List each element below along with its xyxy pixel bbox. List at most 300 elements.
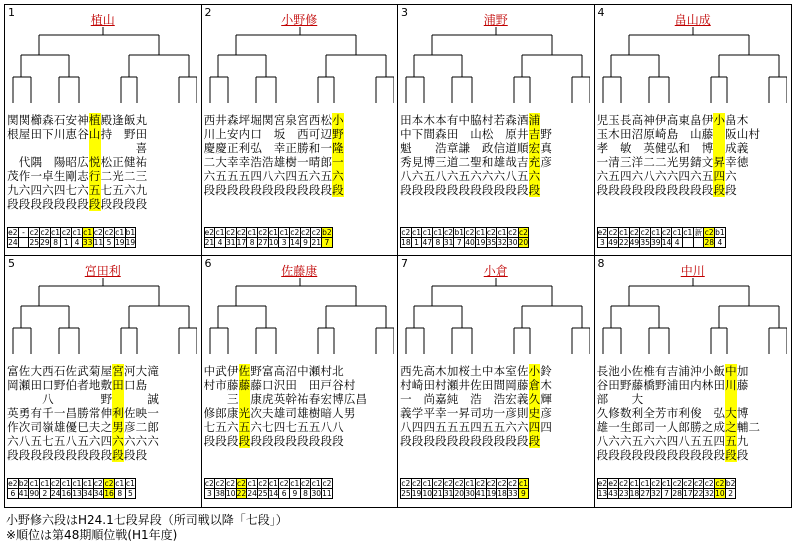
rank-cell: 31 [225, 238, 236, 247]
name-char: 崎 [411, 378, 424, 392]
name-char [182, 448, 194, 462]
name-char [540, 113, 552, 127]
rank-cell: c1 [247, 228, 257, 237]
name-char [552, 420, 564, 434]
name-char: 森 [226, 113, 239, 127]
rank-cell: 20 [518, 238, 529, 247]
name-char: 四 [411, 420, 424, 434]
name-char [355, 169, 367, 183]
name-char: 市 [215, 378, 227, 392]
name-char: 長 [619, 113, 632, 127]
name-char: 段 [65, 197, 78, 211]
name-char: 彦 [123, 420, 136, 434]
name-char: 利 [238, 141, 251, 155]
name-char: 四 [678, 169, 690, 183]
name-char [159, 113, 171, 127]
rank-cell: 13 [597, 489, 608, 498]
rank-cell: c2 [40, 228, 50, 237]
name-char [355, 420, 367, 434]
name-char: 山 [736, 127, 749, 141]
name-char [147, 378, 159, 392]
rank-cell: 14 [661, 238, 672, 247]
name-char: 五 [493, 420, 506, 434]
name-char: 田 [285, 378, 297, 392]
name-char: 大 [135, 364, 148, 378]
name-char [344, 364, 356, 378]
name-char: 木 [736, 113, 749, 127]
name-char: 陽 [53, 155, 66, 169]
name-char: 司 [285, 406, 297, 420]
name-char: 段 [493, 183, 506, 197]
name-char [65, 141, 77, 155]
name-char [367, 378, 379, 392]
name-char: 二 [123, 169, 136, 183]
rank-cell: 8 [114, 489, 125, 499]
rank-cell: c1 [518, 479, 528, 488]
name-char: 石 [53, 364, 66, 378]
name-char: 段 [458, 434, 471, 448]
rank-cell: c2 [401, 479, 411, 488]
name-char: 段 [690, 448, 702, 462]
name-char: 学 [411, 406, 424, 420]
panel-number: 3 [401, 6, 408, 19]
name-char: 段 [701, 183, 714, 197]
rank-cell: c1 [269, 479, 278, 488]
panel-number: 1 [8, 6, 15, 19]
name-char: 数 [619, 406, 632, 420]
rank-cell: 22 [236, 489, 247, 498]
name-char [182, 392, 194, 406]
name-char: 弘 [713, 406, 725, 420]
name-char: 田 [308, 378, 321, 392]
bracket-lines [206, 25, 394, 103]
name-char: 優 [65, 420, 78, 434]
rank-cell: e2 [204, 228, 215, 237]
name-char [379, 434, 391, 448]
rank-cell: 29 [40, 238, 50, 247]
name-char: 中 [297, 364, 309, 378]
name-char [42, 141, 54, 155]
rank-cell: c2 [497, 479, 507, 488]
bracket-panel [202, 5, 399, 256]
name-char: 小 [332, 113, 344, 127]
name-char: 暗 [320, 406, 332, 420]
name-char [540, 434, 552, 448]
name-char: 樹 [308, 406, 321, 420]
player-names [597, 113, 784, 197]
name-char: 村 [748, 127, 761, 141]
name-char [136, 392, 148, 406]
name-char: 段 [516, 183, 529, 197]
name-char [112, 127, 124, 141]
name-char: 彦 [505, 406, 517, 420]
name-char: 間 [493, 378, 506, 392]
rank-cell: c2 [215, 479, 225, 488]
name-char: 田 [608, 378, 620, 392]
name-char: 段 [713, 448, 725, 462]
name-char: 児 [596, 113, 609, 127]
name-char: 小 [713, 113, 725, 127]
name-char: 文 [701, 155, 714, 169]
name-char: 段 [725, 183, 737, 197]
name-char: 六 [481, 169, 494, 183]
name-char: 六 [528, 169, 541, 183]
rank-cell: 5 [104, 238, 115, 248]
bracket-panel [595, 5, 792, 256]
name-char: 藤 [701, 127, 714, 141]
name-char [285, 127, 297, 141]
name-char: 生 [53, 169, 66, 183]
name-char: 滝 [147, 364, 159, 378]
name-char: 純 [446, 392, 459, 406]
name-char: 宮 [112, 364, 124, 378]
name-char: 八 [596, 434, 609, 448]
name-char [159, 141, 171, 155]
name-char: 四 [273, 420, 286, 434]
name-char: 沼 [285, 364, 297, 378]
name-char: 村 [481, 113, 494, 127]
name-char: 敷 [100, 378, 113, 392]
name-char: 可 [308, 127, 321, 141]
name-char: 段 [608, 183, 620, 197]
name-char: 史 [528, 406, 541, 420]
rank-cell: 1 [411, 238, 422, 248]
name-char [379, 183, 391, 197]
name-char: 千 [42, 406, 54, 420]
rank-cell: 27 [258, 238, 268, 247]
name-char: 六 [77, 183, 89, 197]
name-char [171, 127, 183, 141]
name-char: 祐 [135, 155, 148, 169]
name-char [552, 378, 564, 392]
name-char [379, 113, 391, 127]
player-names [400, 113, 587, 197]
name-char [7, 141, 19, 155]
rank-cell: 13 [72, 489, 82, 498]
name-char: 坂 [273, 127, 286, 141]
name-char [367, 420, 379, 434]
name-char [355, 434, 367, 448]
name-char: 一 [30, 169, 42, 183]
name-char: 段 [53, 448, 66, 462]
name-char [772, 364, 784, 378]
name-char [159, 448, 171, 462]
name-char: 六 [250, 420, 262, 434]
player-names [7, 113, 194, 211]
name-char: 野 [100, 392, 113, 406]
rank-cell: c2 [104, 479, 114, 488]
name-char: 倉 [528, 378, 541, 392]
name-char: 五 [481, 420, 494, 434]
name-char: 人 [666, 420, 679, 434]
name-char: 五 [446, 420, 459, 434]
name-char [355, 155, 367, 169]
name-char [171, 392, 183, 406]
name-char: 正 [226, 141, 239, 155]
name-char [760, 420, 772, 434]
name-char: 段 [30, 448, 42, 462]
name-char: 六 [596, 169, 609, 183]
name-char [297, 378, 309, 392]
rank-cell: 25 [258, 489, 268, 498]
name-char [344, 183, 356, 197]
name-char [147, 183, 159, 197]
rank-cell: 9 [518, 489, 529, 499]
name-char: 田 [619, 127, 632, 141]
name-char: 五 [77, 434, 89, 448]
bracket-lines [9, 25, 197, 103]
name-char: 瀬 [446, 378, 459, 392]
name-char: 林 [701, 378, 714, 392]
name-char: 男 [343, 406, 356, 420]
name-char: 和 [678, 141, 690, 155]
name-char: 段 [655, 448, 667, 462]
name-char [355, 364, 367, 378]
name-char: 西 [400, 364, 412, 378]
rank-cell: 32 [497, 238, 507, 247]
name-char: 六 [7, 434, 19, 448]
name-char: 政 [481, 141, 494, 155]
name-char: 謙 [458, 141, 471, 155]
bracket-panel [398, 5, 595, 256]
name-char [147, 141, 159, 155]
name-char [564, 113, 576, 127]
name-char: 司 [470, 406, 482, 420]
name-char: 田 [30, 378, 42, 392]
rank-cell: 21 [433, 489, 443, 498]
rank-cell: c2 [226, 228, 236, 237]
name-char [678, 127, 690, 141]
name-char [355, 378, 367, 392]
rank-cell: c1 [215, 228, 225, 237]
footer-note: 小野修六段はH24.1七段昇段（所司戦以降「七段」） [6, 513, 288, 527]
name-char [737, 169, 749, 183]
name-char [367, 169, 379, 183]
name-char [379, 378, 391, 392]
rank-cell: c1 [629, 479, 639, 488]
name-char: 段 [493, 434, 506, 448]
rank-cell: 32 [651, 489, 661, 498]
name-char [182, 364, 194, 378]
name-char: 段 [273, 434, 286, 448]
winner-label: 浦野 [483, 13, 508, 27]
name-char [159, 169, 171, 183]
name-char: 四 [285, 169, 297, 183]
name-char [355, 141, 367, 155]
name-char: 次 [250, 406, 262, 420]
name-char: 富 [262, 364, 274, 378]
name-char: 雄 [297, 406, 309, 420]
rank-cell: e2 [8, 479, 18, 488]
rank-cell [693, 238, 704, 248]
name-char: 宏 [505, 392, 517, 406]
name-char: 正 [112, 155, 124, 169]
name-char: 八 [262, 169, 274, 183]
name-char: 桜 [458, 364, 471, 378]
name-char: 八 [435, 169, 447, 183]
name-char [412, 141, 424, 155]
name-char [344, 113, 356, 127]
name-char [262, 141, 274, 155]
name-char: 中 [400, 127, 412, 141]
rank-cell: 24 [8, 238, 18, 247]
name-char: 虎 [262, 392, 274, 406]
name-char: 段 [250, 183, 262, 197]
name-char [772, 448, 784, 462]
name-char [564, 169, 576, 183]
name-char: 佐 [470, 378, 482, 392]
name-char: 郎 [678, 420, 690, 434]
name-char [760, 364, 772, 378]
rank-cell: c2 [619, 479, 629, 488]
name-char: 郎 [320, 155, 332, 169]
name-char: 五 [516, 169, 529, 183]
rank-cell: c2 [476, 479, 486, 488]
rank-cell: c1 [72, 228, 82, 237]
rank-cell: c1 [115, 479, 125, 488]
name-char: 池 [608, 364, 620, 378]
name-char: 段 [135, 197, 148, 211]
name-char: 修 [203, 406, 216, 420]
name-char: 俊 [690, 406, 702, 420]
name-char: 充 [528, 155, 541, 169]
name-char: 六 [332, 169, 344, 183]
name-char: 五 [297, 169, 309, 183]
name-char: 四 [619, 169, 632, 183]
name-char [124, 392, 136, 406]
name-char: 八 [65, 434, 78, 448]
name-char [159, 183, 171, 197]
name-char [239, 392, 251, 406]
name-char: 地 [88, 378, 101, 392]
name-char: 瀬 [18, 378, 31, 392]
name-char [458, 392, 470, 406]
name-char: 内 [238, 127, 251, 141]
name-char [182, 197, 194, 211]
name-char: 西 [42, 364, 54, 378]
name-char: 司 [643, 420, 655, 434]
name-char: 義 [400, 406, 412, 420]
name-char: 川 [203, 127, 216, 141]
name-char: 段 [42, 197, 54, 211]
name-char: 沖 [690, 364, 702, 378]
rank-cell: b2 [322, 228, 332, 237]
name-char [564, 141, 576, 155]
name-char [760, 448, 772, 462]
name-char: 恵 [65, 127, 78, 141]
name-char [748, 169, 760, 183]
name-char: 雄 [53, 420, 66, 434]
name-char: 四 [100, 434, 113, 448]
name-char [379, 169, 391, 183]
name-char: 市 [666, 406, 679, 420]
name-char: 八 [400, 169, 412, 183]
name-char [575, 392, 587, 406]
name-char: 之 [701, 420, 714, 434]
name-char: 段 [481, 183, 494, 197]
rank-cell: 3 [204, 489, 215, 499]
name-char [344, 420, 356, 434]
name-char: 六 [147, 434, 159, 448]
name-char: 段 [285, 434, 297, 448]
name-char: 段 [112, 197, 124, 211]
name-char [112, 141, 124, 155]
rank-cell: c2 [629, 228, 639, 237]
name-char [575, 364, 587, 378]
rank-cell: - [18, 228, 29, 238]
winner-label: 植山 [90, 13, 115, 27]
name-char [344, 169, 356, 183]
rank-table [204, 227, 333, 248]
name-char: 伯 [65, 378, 78, 392]
rank-cell: 8 [300, 489, 311, 499]
name-char: 段 [262, 183, 274, 197]
rank-cell: 14 [268, 489, 279, 498]
name-char: 六 [505, 420, 517, 434]
name-char: 中 [725, 364, 737, 378]
rank-cell: 10 [268, 238, 279, 247]
rank-table [597, 227, 726, 248]
rank-cell: 30 [465, 489, 475, 498]
name-char: 八 [643, 169, 655, 183]
name-char: 玉 [608, 113, 620, 127]
rank-cell: 90 [29, 489, 39, 498]
name-char: 段 [619, 448, 632, 462]
rank-cell: 31 [443, 238, 454, 247]
name-char [748, 364, 760, 378]
name-char: 崎 [655, 127, 667, 141]
name-char: 義 [516, 392, 529, 406]
name-char: 四 [470, 420, 482, 434]
name-char [379, 155, 391, 169]
rank-cell [683, 238, 694, 248]
rank-cell: 30 [507, 238, 518, 247]
name-char: 吉 [516, 155, 529, 169]
name-char: 六 [631, 169, 644, 183]
name-char [344, 434, 356, 448]
name-char: 八 [400, 420, 412, 434]
name-char [748, 378, 760, 392]
name-char: 洋 [631, 155, 644, 169]
name-char: 段 [320, 183, 332, 197]
name-char: 利 [631, 406, 644, 420]
name-char: 戸 [320, 378, 332, 392]
name-char [702, 392, 714, 406]
name-char [171, 113, 183, 127]
name-char [182, 113, 194, 127]
name-char: 五 [112, 183, 124, 197]
name-char: 六 [123, 183, 136, 197]
name-char: 菊 [88, 364, 101, 378]
name-char: 常 [88, 406, 101, 420]
rank-cell: 3 [279, 238, 290, 248]
rank-cell: b1 [125, 228, 136, 237]
name-char [89, 141, 101, 155]
name-char: 喜 [135, 141, 148, 155]
name-char: 慶 [203, 141, 216, 155]
name-char [367, 183, 379, 197]
rank-cell: 1 [61, 238, 72, 248]
rank-cell: c2 [508, 228, 518, 237]
rank-cell: c2 [401, 228, 411, 237]
rank-cell: 19 [125, 238, 136, 247]
name-char: 三 [435, 155, 447, 169]
name-char: 五 [226, 169, 239, 183]
name-char: 段 [701, 448, 714, 462]
rank-cell: c1 [412, 228, 421, 237]
name-char [772, 434, 784, 448]
name-char: 六 [655, 169, 667, 183]
